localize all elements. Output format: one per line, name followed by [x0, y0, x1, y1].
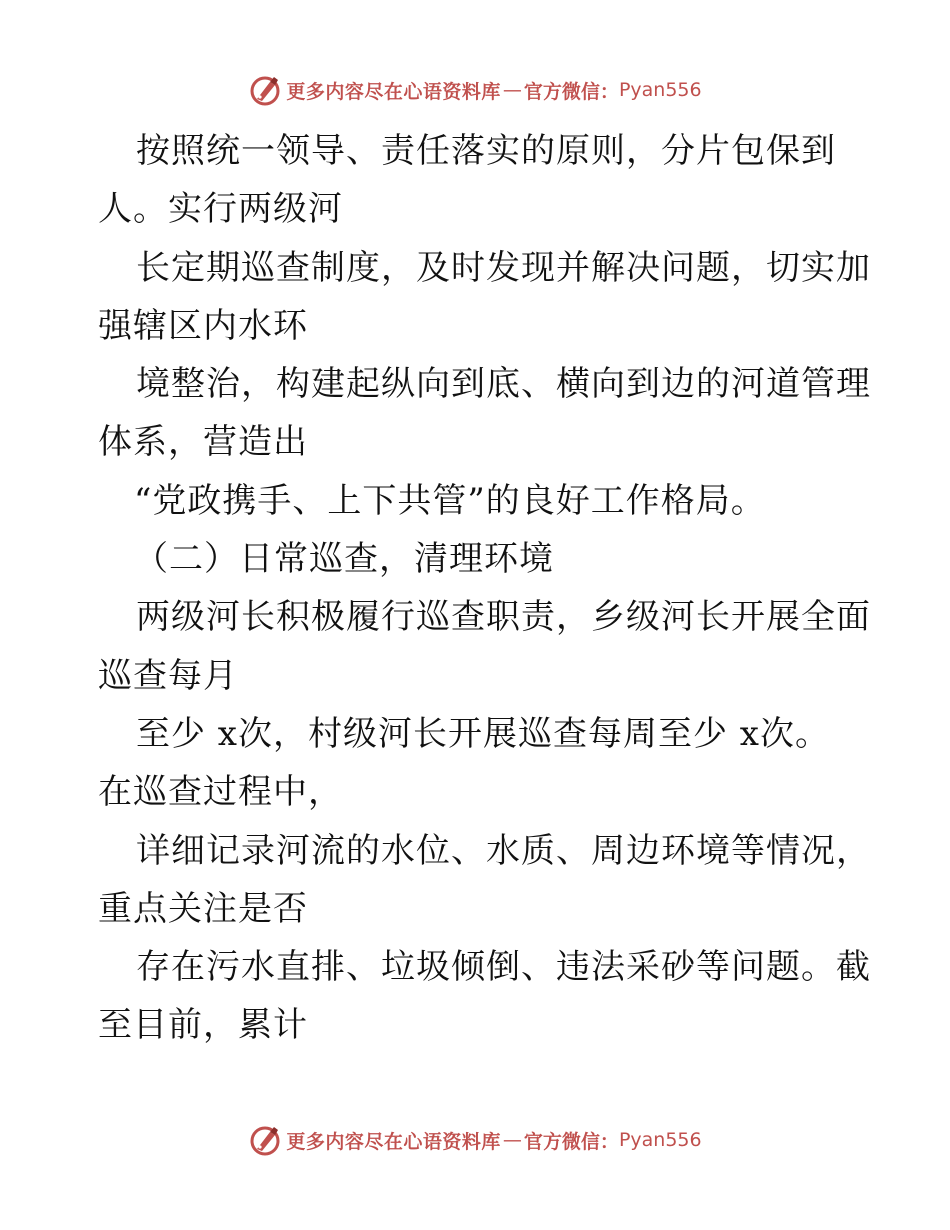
watermark-wechat-label: 官方微信： [523, 80, 619, 103]
watermark-separator: — [502, 79, 522, 101]
pen-nib-logo-icon [248, 73, 282, 107]
text-line: 重点关注是否 [98, 888, 308, 929]
watermark-wechat-id: Pyan556 [618, 79, 702, 101]
footer-watermark [0, 1120, 950, 1160]
text-line: 强辖区内水环 [98, 305, 308, 346]
watermark-site-text: 更多内容尽在心语资料库 [286, 1130, 501, 1153]
text-line: 两级河长积极履行巡查职责，乡级河长开展全面 [136, 597, 871, 638]
watermark-wechat-id: Pyan556 [618, 1129, 702, 1151]
watermark-site-text: 更多内容尽在心语资料库 [286, 80, 501, 103]
pen-nib-logo-icon [248, 1123, 282, 1157]
header-watermark [0, 70, 950, 110]
text-line: 长定期巡查制度，及时发现并解决问题，切实加 [136, 247, 871, 288]
text-line: 在巡查过程中， [98, 772, 343, 813]
text-line: 巡查每月 [98, 655, 238, 696]
section-heading: （二）日常巡查，清理环境 [134, 539, 554, 580]
text-line: 详细记录河流的水位、水质、周边环境等情况， [136, 830, 871, 871]
watermark-wechat-label: 官方微信： [523, 1130, 619, 1153]
text-line: 存在污水直排、垃圾倾倒、违法采砂等问题。截 [136, 947, 871, 988]
text-line: 体系，营造出 [98, 422, 308, 463]
text-line: “党政携手、上下共管”的良好工作格局。 [134, 480, 766, 521]
text-line: 境整治，构建起纵向到底、横向到边的河道管理 [136, 364, 871, 405]
text-line: 按照统一领导、责任落实的原则，分片包保到 [136, 131, 836, 171]
text-line: 至目前，累计 [98, 1005, 308, 1046]
text-line: 至少 x次，村级河长开展巡查每周至少 x次。 [136, 713, 830, 754]
text-line: 人。实行两级河 [98, 189, 343, 230]
document-body [98, 122, 871, 1055]
watermark-separator: — [502, 1129, 522, 1151]
